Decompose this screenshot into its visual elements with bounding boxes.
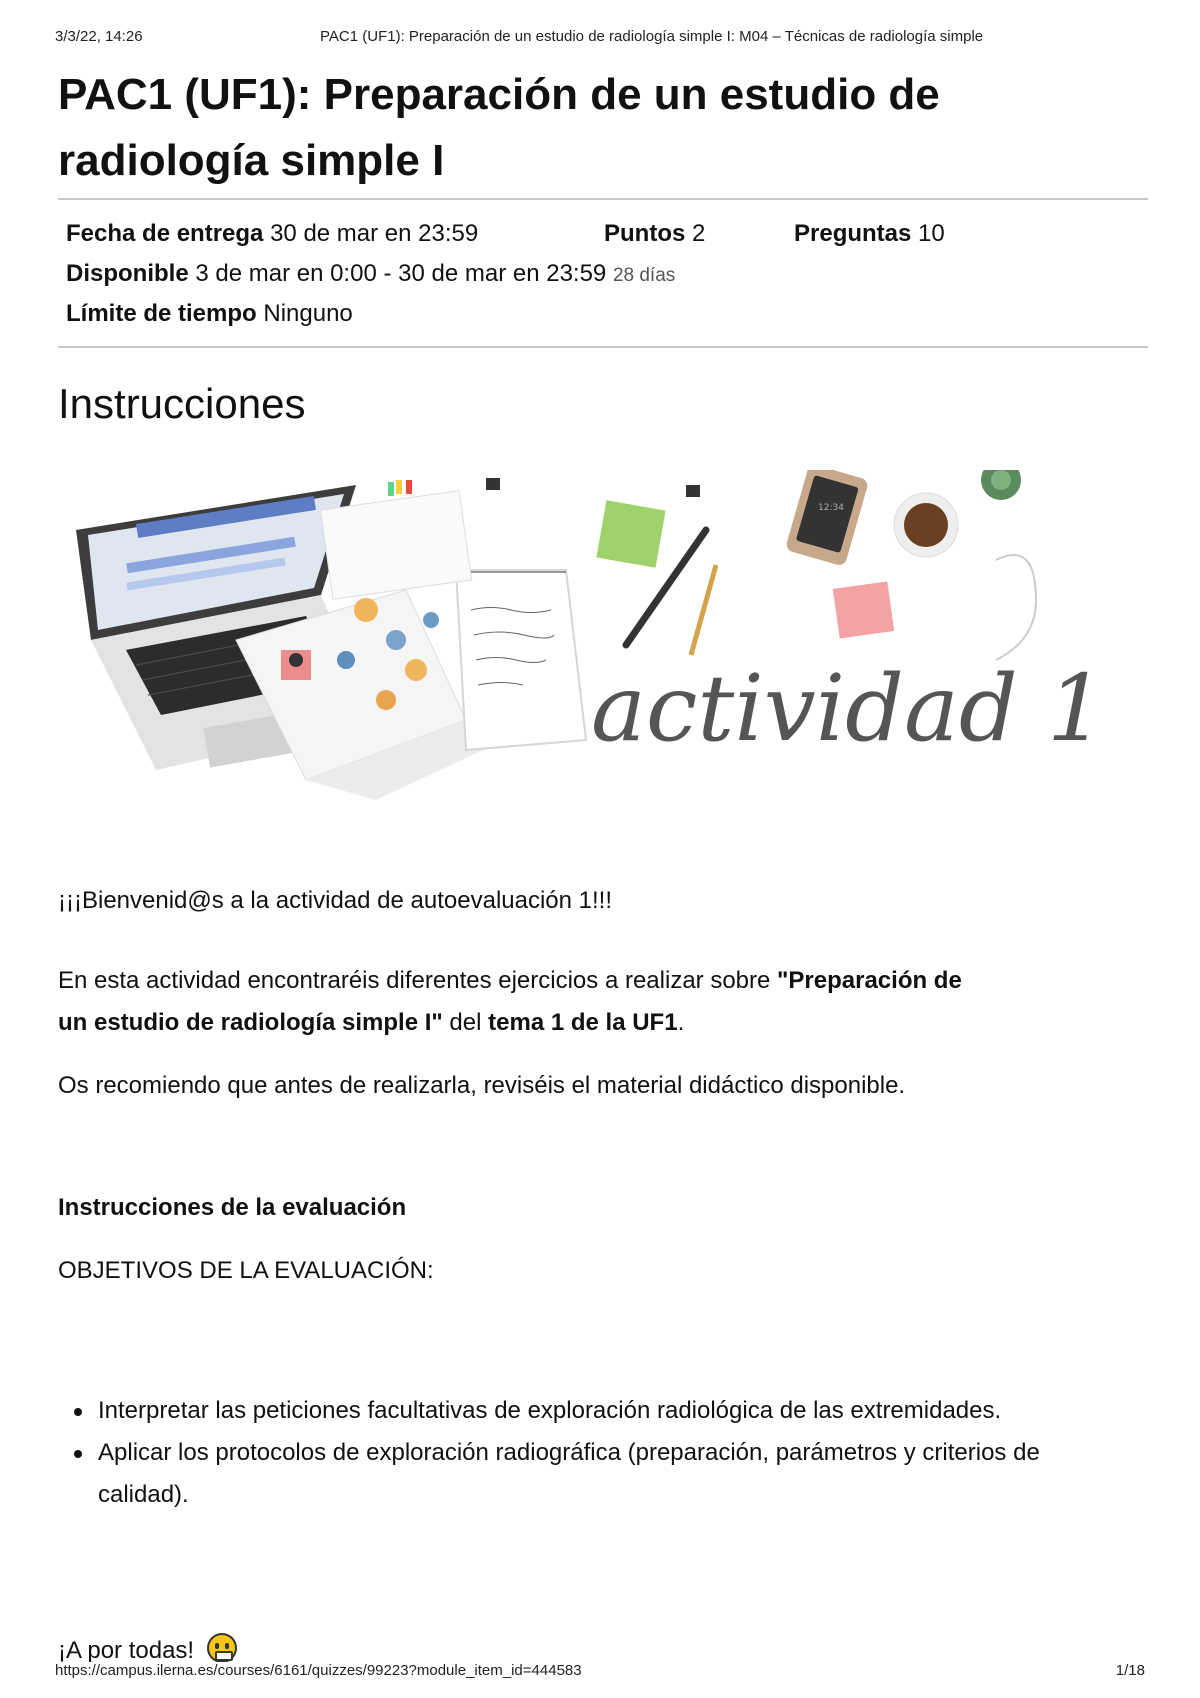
page-url: https://campus.ilerna.es/courses/6161/quizzes/99223?module_item_id=444583: [55, 1662, 582, 1679]
coffee-cup-icon: [894, 493, 958, 557]
list-item: Aplicar los protocolos de exploración radiográfica (preparación, parámetros y criterios de calidad).: [58, 1432, 1118, 1516]
intro-topic-b: un estudio de radiología simple I": [58, 1009, 443, 1036]
questions-meta: [794, 220, 945, 248]
grinning-face-icon: [207, 1633, 237, 1662]
objectives-label: OBJETIVOS DE LA EVALUACIÓN:: [58, 1257, 434, 1284]
time-limit-label: Límite de tiempo: [66, 300, 257, 327]
time-limit-meta: [66, 300, 353, 328]
intro-paragraph: [58, 960, 1148, 1044]
hero-text: actividad 1: [591, 655, 1106, 762]
questions-value: 10: [918, 220, 945, 247]
list-item: Interpretar las peticiones facultativas de exploración radiológica de las extremidades.: [58, 1390, 1118, 1432]
plant-icon: [981, 470, 1021, 500]
welcome-text: ¡¡¡Bienvenid@s a la actividad de autoevaluación 1!!!: [58, 887, 613, 914]
notepad-icon: [456, 570, 586, 750]
divider-top: [58, 198, 1148, 200]
print-date: 3/3/22, 14:26: [55, 28, 143, 45]
quiz-meta-row-1: [66, 220, 478, 248]
page-title-line2: radiología simple I: [58, 136, 445, 185]
recommendation-text: Os recomiendo que antes de realizarla, reviséis el material didáctico disponible.: [58, 1072, 906, 1099]
hero-illustration: [66, 470, 1156, 830]
available-value: 3 de mar en 0:00 - 30 de mar en 23:59: [195, 260, 607, 287]
available-meta: [66, 260, 675, 288]
page-title: [58, 62, 1138, 194]
points-label: Puntos: [604, 220, 686, 247]
objectives-list: [58, 1390, 1118, 1516]
closing-line: [58, 1628, 237, 1662]
page-title-line1: PAC1 (UF1): Preparación de un estudio de: [58, 70, 940, 119]
intro-topic-a: "Preparación de: [777, 967, 962, 994]
eval-instructions-heading: Instrucciones de la evaluación: [58, 1194, 407, 1221]
instructions-heading: Instrucciones: [58, 380, 306, 427]
questions-label: Preguntas: [794, 220, 912, 247]
points-meta: [604, 220, 705, 248]
intro-text-e: .: [677, 1009, 685, 1036]
available-label: Disponible: [66, 260, 189, 287]
page-number: 1/18: [1115, 1662, 1145, 1679]
time-limit-value: Ninguno: [263, 300, 353, 327]
intro-text-c: del: [442, 1009, 489, 1036]
points-value: 2: [692, 220, 706, 247]
phone-time-label: 12:34: [818, 503, 844, 513]
closing-text: ¡A por todas!: [58, 1637, 195, 1662]
intro-text-a: En esta actividad encontraréis diferentes ejercicios a realizar sobre: [58, 967, 778, 994]
due-label: Fecha de entrega: [66, 220, 264, 247]
smartphone-icon: [785, 470, 869, 567]
due-value: 30 de mar en 23:59: [270, 220, 479, 247]
intro-unit: tema 1 de la UF1: [488, 1009, 678, 1036]
divider-bottom: [58, 346, 1148, 348]
available-days: 28 días: [612, 265, 676, 286]
print-doc-title: PAC1 (UF1): Preparación de un estudio de radiología simple I: M04 – Técnicas de radiología simple: [320, 28, 984, 45]
